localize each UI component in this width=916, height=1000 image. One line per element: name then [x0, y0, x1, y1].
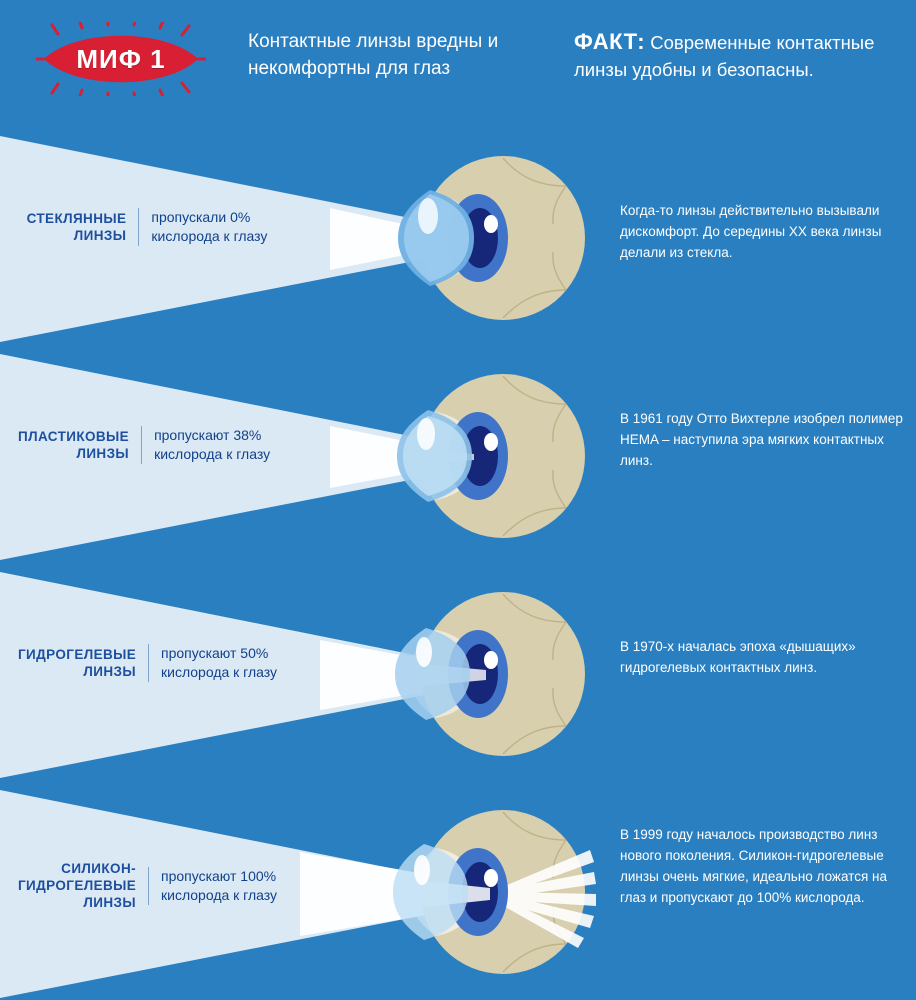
header — [0, 0, 916, 130]
lens-name: ГИДРОГЕЛЕВЫЕ ЛИНЗЫ — [18, 647, 137, 679]
lens-description: пропускают 100% кислорода к глазу — [148, 867, 280, 905]
eye-diagram — [370, 138, 610, 338]
lens-description: пропускали 0% кислорода к глазу — [138, 208, 280, 246]
fact-block — [574, 28, 894, 83]
myth-badge-label: МИФ 1 — [76, 43, 166, 74]
fact-text: Современные контактные линзы удобны и безопасны. — [574, 32, 875, 80]
row-description: В 1999 году началось производство линз нового поколения. Силикон-гидрогелевые линзы очень мягкие, идеально ложатся на глаз и пропускают до 100% кислорода. — [620, 827, 887, 905]
myth-title: Контактные линзы вредны и некомфортны для глаз — [248, 31, 499, 79]
lens-description: пропускают 38% кислорода к глазу — [141, 426, 280, 464]
row-hydrogel-lenses — [0, 566, 916, 784]
eye-diagram — [370, 356, 610, 556]
eye-diagram — [370, 792, 610, 992]
fact-word: ФАКТ: — [574, 29, 646, 54]
lens-name: СТЕКЛЯННЫЕ ЛИНЗЫ — [26, 211, 127, 243]
lens-name: ПЛАСТИКОВЫЕ ЛИНЗЫ — [18, 429, 130, 461]
row-description: Когда-то линзы действительно вызывали дискомфорт. До середины XX века линзы делали из стекла. — [620, 203, 882, 260]
row-plastic-lenses — [0, 348, 916, 566]
lens-name: СИЛИКОН-ГИДРОГЕЛЕВЫЕ ЛИНЗЫ — [18, 861, 137, 910]
lens-description: пропускают 50% кислорода к глазу — [148, 644, 280, 682]
row-description: В 1961 году Отто Вихтерле изобрел полимер HEMA – наступила эра мягких контактных линз. — [620, 411, 903, 468]
lens-label-group — [18, 426, 280, 464]
lens-label-group — [18, 208, 280, 246]
row-silicone-hydrogel-lenses — [0, 784, 916, 1000]
myth-badge — [36, 22, 206, 96]
eye-diagram — [370, 574, 610, 774]
lens-label-group — [18, 860, 280, 911]
row-description: В 1970-х началась эпоха «дышащих» гидрогелевых контактных линз. — [620, 639, 856, 675]
lens-label-group — [18, 644, 280, 682]
row-glass-lenses — [0, 130, 916, 348]
